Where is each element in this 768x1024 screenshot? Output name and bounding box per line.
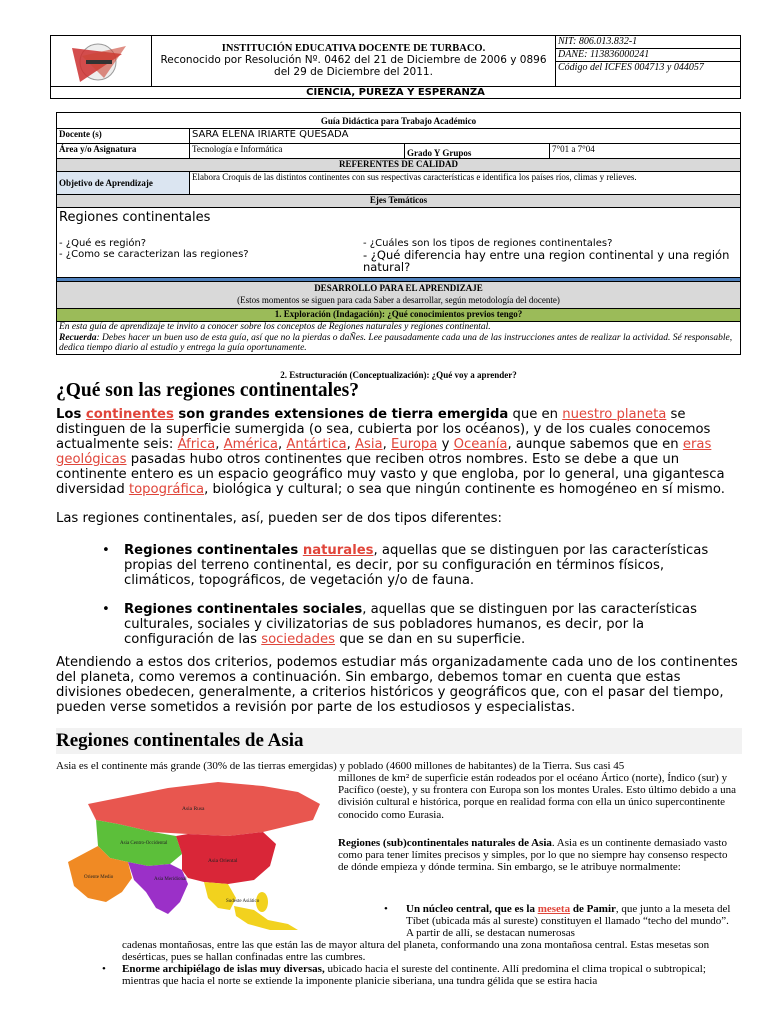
map-label-oriental: Asia Oriental [208,858,238,864]
link-eras-geologicas[interactable]: eras geológicas [56,437,712,467]
dane: DANE: 113836000241 [556,49,741,62]
area-value: Tecnología e Informática [190,144,405,159]
asia-intro-text: millones de km² de superficie están rodeados por el océano Ártico (norte), Índico (sur) y Pacífico (oeste), y su frontera con Europa son los montes Urales. Esto último debido a una división cultural e histórica, porque en realidad forma con ella un único supercontinente conocido como Eurasia. [338,772,737,821]
nit: NIT: 806.013.832-1 [556,36,741,49]
map-label-oriente-medio: Oriente Medio [84,875,114,880]
bullet-list-tipos [56,543,736,647]
map-label-sudeste: Sudeste Asiático [226,899,260,904]
resolution-date: del 29 de Diciembre del 2011. [274,66,433,79]
question-1: - ¿Qué es región? [59,238,147,249]
link-naturales[interactable]: naturales [302,543,374,558]
recuerda-text: : Debes hacer un buen uso de esta guía, así que no la pierdas o daÑes. Lee pausadamente cada una de las instrucciones antes de realizar la actividad. Sé responsable, dedica tiempo diario al estudio y entrega la guía oportunamente. [59,332,733,353]
asia-bullet-pamir: • Un núcleo central, que es la meseta de Pamir, que junto a la meseta del Tíbet (ubicada más al sureste) constituyen el llamado “techo del mundo”. A partir de allí, se destacan numerosas [384,903,731,940]
motto: CIENCIA, PUREZA Y ESPERANZA [51,86,741,98]
asia-heading: Regiones continentales de Asia [56,728,742,754]
question-3: - ¿Cuáles son los tipos de regiones continentales? [363,238,613,249]
bullet-sociales: • Regiones continentales sociales, aquellas que se distinguen por las características culturales, sociales y civilizatorias de sus pobladores humanos, es decir, por la configuración de las sociedades que se dan en su superficie. [102,602,697,647]
exploracion-header: 1. Exploración (Indagación): ¿Qué conocimientos previos tengo? [57,309,741,322]
question-4: - ¿Qué diferencia hay entre una region continental y una región natural? [363,248,730,274]
header-table [50,35,741,99]
paragraph-criterios: Atendiendo a estos dos criterios, podemos estudiar más organizadamente cada uno de los continentes del planeta, como veremos a continuación. Sin embargo, debemos tomar en cuenta que estas divisiones obedecen, generalmente, a criterios históricos y geográficos que, con el pasar del tiempo, pueden verse sometidos a revisión por parte de los estudiosos y especialistas. [56,655,738,715]
area-label: Área y/o Asignatura [57,144,190,159]
link-america[interactable]: América [223,437,278,452]
asia-regions-map [58,774,330,936]
intro-text: En esta guía de aprendizaje te invito a conocer sobre los conceptos de Regiones naturales y regiones continental. [59,322,491,332]
map-label-meridional: Asia Meridional [154,877,187,882]
docente-value: SARA ELENA IRIARTE QUESADA [190,129,741,144]
guide-title: Guía Didáctica para Trabajo Académico [57,113,741,129]
bullet-naturales: • Regiones continentales naturales, aquellas que se distinguen por las características propias del terreno continental, es decir, por su configuración en términos físicos, climáticos, topográficos, de vegetación y/o de fauna. [102,543,709,588]
link-europa[interactable]: Europa [391,437,438,452]
link-sociedades[interactable]: sociedades [261,632,336,647]
institution-name: INSTITUCIÓN EDUCATIVA DOCENTE DE TURBACO. [221,43,486,55]
map-label-asia-rusa: Asia Rusa [182,806,205,812]
asia-regiones-text: Regiones (sub)continentales naturales de Asia. Asia es un continente demasiado vasto como para tener límites precisos y simples, por lo que no siempre hay consenso respecto de dónde empieza y dónde termina. Sin embargo, se le atribuye normalmente: [338,837,728,874]
link-continentes[interactable]: continentes [85,407,174,422]
asia-bullet-archipielago: • Enorme archipiélago de islas muy diversas, ubicado hacia el sureste del continente. Allí predomina el clima tropical o subtropical; mientras que hacia el norte se extiende la imponente planicie siberiana, una tundra gélida que se estira hacia [102,963,706,988]
paragraph-tipos: Las regiones continentales, así, pueden ser de dos tipos diferentes: [56,511,502,526]
guide-info-table [56,112,741,355]
desarrollo-subtitle: (Estos momentos se siguen para cada Saber a desarrollar, según metodología del docente) [237,295,560,305]
docente-label: Docente (s) [57,129,190,144]
estructuracion-header: 2. Estructuración (Conceptualización): ¿Qué voy a aprender? [280,370,517,380]
main-heading: ¿Qué son las regiones continentales? [56,380,359,401]
asia-bullet-pamir-cont: cadenas montañosas, entre las que están las de mayor altura del planeta, conformando una zona montañosa central. Estas mesetas son desérticas, pues se hallan confinadas entre las cumbres. [122,939,710,964]
objetivo-label: Objetivo de Aprendizaje [57,172,190,195]
icfes-code: Código del ICFES 004713 y 044057 [556,62,741,86]
referentes-header: REFERENTES DE CALIDAD [57,159,741,172]
paragraph-continentes: Los continentes son grandes extensiones de tierra emergida que en nuestro planeta se distinguen de la superficie sumergida (o sea, cubierta por los océanos), y de los cuales conocemos actualmente seis: África, América, Antártica, Asia, Europa y Oceanía, aunque sabemos que en eras geológicas pasadas hubo otros continentes que reciben otros nombres. Esto se debe a que un continente entero es un espacio geográfico muy vasto y que engloba, por lo general, una gigantesca diversidad topográfica, biológica y cultural; o sea que ningún continente es homogéneo en sí mismo. [56,407,725,497]
link-africa[interactable]: África [177,437,216,452]
question-2: - ¿Como se caracterizan las regiones? [59,249,249,260]
link-antartica[interactable]: Antártica [286,437,347,452]
link-nuestro-planeta[interactable]: nuestro planeta [562,407,667,422]
ejes-header: Ejes Temáticos [57,195,741,208]
tema-title: Regiones continentales [59,210,211,225]
grado-value: 7°01 a 7°04 [550,144,741,159]
link-asia[interactable]: Asia [355,437,383,452]
asia-intro-line: Asia es el continente más grande (30% de las tierras emergidas) y poblado (4600 millones de habitantes) de la Tierra. Sus casi 45 [56,760,625,772]
link-oceania[interactable]: Oceanía [453,437,508,452]
desarrollo-header: DESARROLLO PARA EL APRENDIZAJE [314,283,483,293]
recuerda-label: Recuerda [59,332,97,343]
link-meseta[interactable]: meseta [537,903,571,915]
resolution-text: Reconocido por Resolución Nº. 0462 del 21 de Diciembre de 2006 y 0896 [160,54,547,67]
grado-label: Grado Y Grupos [405,144,550,159]
map-label-centro-occ: Asia Centro-Occidental [120,841,168,846]
objetivo-value: Elabora Croquis de las distintos continentes con sus respectivas características e identifica los países ríos, climas y relieves. [190,172,741,195]
link-topografica[interactable]: topográfica [128,482,205,497]
